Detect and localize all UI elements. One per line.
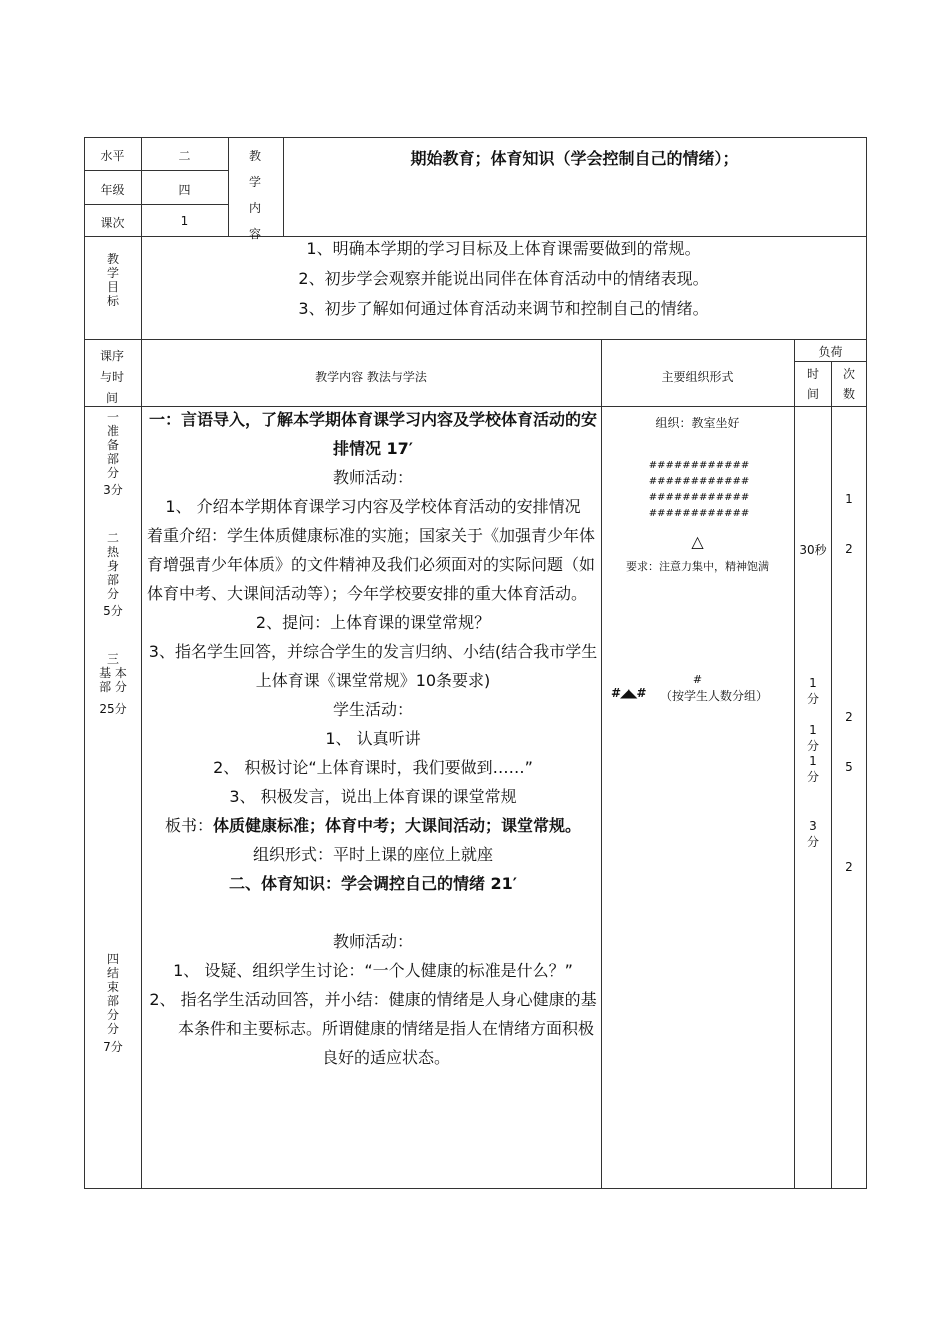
section-prep: 一准备部分 xyxy=(106,410,119,480)
lesson-content xyxy=(147,405,599,1072)
load-count: 2 xyxy=(845,860,853,874)
table-rule xyxy=(84,170,228,171)
level-label: 水平 xyxy=(100,149,125,163)
content-title: 期始教育；体育知识（学会控制自己的情绪）； xyxy=(410,149,739,168)
goal-item: 1、明确本学期的学习目标及上体育课需要做到的常规。 xyxy=(306,239,701,258)
table-rule xyxy=(84,204,228,205)
load-time: 1分 xyxy=(806,754,819,784)
section-prep-time: 3分 xyxy=(103,483,123,497)
level-value: 二 xyxy=(178,149,191,163)
table-border-left xyxy=(84,137,85,1189)
teacher-step: 2、 指名学生活动回答，并小结：健康的情绪是人身心健康的基本条件和主要标志。所谓健康的情绪是指人在情绪方面积极良好的适应状态。 xyxy=(149,990,597,1067)
section-basic-time: 25分 xyxy=(99,702,127,716)
content-heading-2: 二、体育知识：学会调控自己的情绪 21′ xyxy=(228,874,518,893)
formation-title: 组织：教室坐好 xyxy=(655,416,740,430)
section-basic: 三 基 本 部 分 xyxy=(99,652,127,694)
grade-label: 年级 xyxy=(100,183,125,197)
section-warmup: 二热身部分 xyxy=(106,531,119,601)
group-arrows-icon: #◢◣# xyxy=(611,686,646,700)
order-time-header: 课序与时间 xyxy=(99,349,124,405)
formation-requirement: 要求：注意力集中，精神饱满 xyxy=(626,560,769,573)
table-rule xyxy=(794,339,795,1189)
lesson-value: 1 xyxy=(180,214,189,228)
content-label: 教学内容 xyxy=(248,149,261,241)
load-time: 1分 xyxy=(806,723,819,753)
grade-value: 四 xyxy=(178,183,191,197)
table-border-right xyxy=(866,137,867,1189)
goal-item: 3、初步了解如何通过体育活动来调节和控制自己的情绪。 xyxy=(298,299,709,318)
teacher-step: 3、指名学生回答，并综合学生的发言归纳、小结(结合我市学生上体育课《课堂常规》10条要求) xyxy=(148,642,598,690)
load-time: 30秒 xyxy=(799,543,827,557)
table-rule xyxy=(228,137,229,237)
student-step: 1、 认真听讲 xyxy=(325,729,421,748)
content-method-header: 教学内容 教法与学法 xyxy=(315,370,427,384)
load-count: 5 xyxy=(845,760,853,774)
table-border-bottom xyxy=(84,1188,867,1189)
goals-list xyxy=(141,234,866,324)
teacher-activity-label: 教师活动： xyxy=(332,468,413,487)
student-activity-label: 学生活动： xyxy=(332,700,413,719)
table-rule xyxy=(601,339,602,1189)
lesson-label: 课次 xyxy=(100,216,125,230)
load-count: 2 xyxy=(845,542,853,556)
group-mark: # xyxy=(692,673,703,686)
student-step: 3、 积极发言，说出上体育课的课堂常规 xyxy=(229,787,517,806)
teacher-step: 1、 设疑、组织学生讨论：“一个人健康的标准是什么？” xyxy=(173,961,573,980)
teacher-activity-label: 教师活动： xyxy=(332,932,413,951)
load-count: 1 xyxy=(845,492,853,506)
table-rule xyxy=(84,339,867,340)
goal-item: 2、初步学会观察并能说出同伴在体育活动中的情绪表现。 xyxy=(298,269,709,288)
section-end-time: 7分 xyxy=(103,1040,123,1054)
organization-note: 组织形式：平时上课的座位上就座 xyxy=(252,845,493,864)
section-end: 四结束部分分 xyxy=(106,952,119,1036)
load-time: 1分 xyxy=(806,676,819,706)
teacher-step: 1、 介绍本学期体育课学习内容及学校体育活动的安排情况 xyxy=(165,497,581,516)
student-step: 2、 积极讨论“上体育课时，我们要做到……” xyxy=(213,758,533,777)
teacher-detail: 着重介绍：学生体质健康标准的实施；国家关于《加强青少年体育增强青少年体质》的文件精神及我们必须面对的实际问题（如体育中考、大课间活动等）；今年学校要安排的重大体育活动。 xyxy=(147,526,596,603)
table-rule xyxy=(831,361,832,1189)
organization-header: 主要组织形式 xyxy=(661,370,734,384)
table-border-top xyxy=(84,137,867,138)
count-header: 次数 xyxy=(842,367,855,401)
time-header: 时间 xyxy=(806,367,819,401)
section-warmup-time: 5分 xyxy=(103,604,123,618)
load-count: 2 xyxy=(845,710,853,724)
board-label: 板书： xyxy=(164,816,213,835)
group-text: （按学生人数分组） xyxy=(660,689,769,703)
formation-grid: ############ ############ ############ ############ xyxy=(648,460,750,519)
content-heading-1: 一：言语导入，了解本学期体育课学习内容及学校体育活动的安排情况 17′ xyxy=(148,410,597,458)
load-time: 3分 xyxy=(806,819,819,849)
load-header: 负荷 xyxy=(818,345,843,359)
teacher-step: 2、提问：上体育课的课堂常规？ xyxy=(255,613,491,632)
teacher-position-icon: △ xyxy=(691,532,704,551)
board-text: 体质健康标准；体育中考；大课间活动；课堂常规。 xyxy=(213,816,582,835)
goals-label: 教学目标 xyxy=(106,252,119,308)
